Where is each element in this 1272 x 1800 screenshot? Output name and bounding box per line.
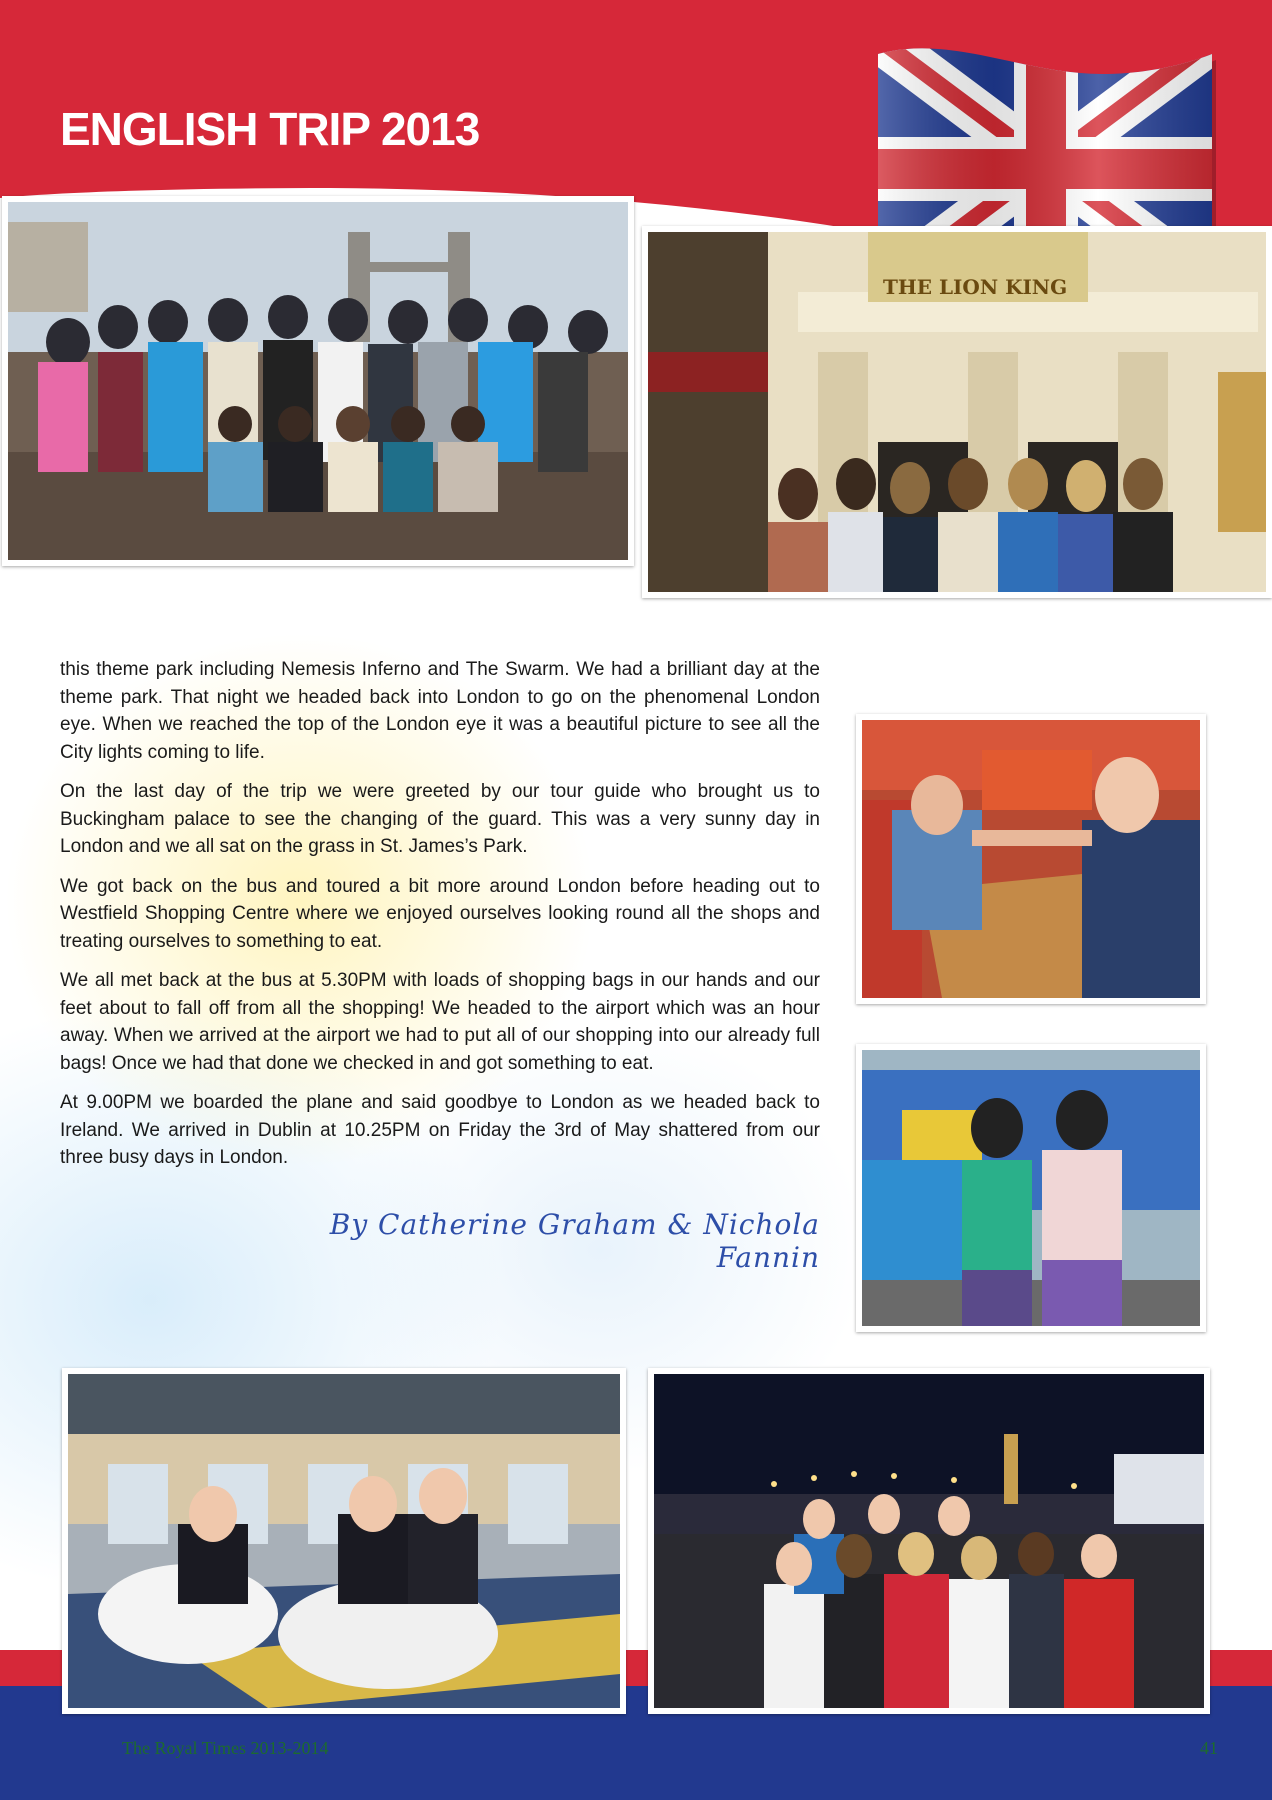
- page-title: ENGLISH TRIP 2013: [60, 103, 480, 155]
- article-paragraph-3: We got back on the bus and toured a bit more around London before heading out to Westfield Shopping Centre where we enjoyed ourselves looking round all the shops and treating ourselves to something to eat.: [60, 875, 820, 952]
- photo-arm-wrestling: [856, 714, 1206, 1004]
- footer-publication: The Royal Times 2013-2014: [122, 1738, 329, 1758]
- footer-page-number: 41: [1200, 1738, 1218, 1758]
- lion-king-sign: THE LION KING: [883, 275, 1068, 299]
- article-paragraph-5: At 9.00PM we boarded the plane and said goodbye to London as we headed back to Ireland. We arrived in Dublin at 10.25PM on Friday the 3rd of May shattered from our three busy days in London.: [60, 1092, 820, 1168]
- photo-night-london: [648, 1368, 1210, 1714]
- article-paragraph-1: this theme park including Nemesis Inferno and The Swarm. We had a brilliant day at the theme park. That night we headed back into London to go on the phenomenal London eye. When we reached the top of the London eye it was a beautiful picture to see all the City lights coming to life.: [60, 659, 820, 763]
- article-body: [60, 656, 820, 1184]
- photo-group-tower-bridge: [2, 196, 634, 566]
- photo-battle-zone: [856, 1044, 1206, 1332]
- article-byline: By Catherine Graham & Nichola Fannin: [329, 1208, 820, 1274]
- article-paragraph-4: We all met back at the bus at 5.30PM with loads of shopping bags in our hands and our feet about to fall off from all the shopping! We headed to the airport which was an hour away. When we arrived at the airport we had to put all of our shopping into our already full bags! Once we had that done we checked in and got something to eat.: [60, 970, 820, 1074]
- article-paragraph-2: On the last day of the trip we were greeted by our tour guide who brought us to Buckingham palace to see the changing of the guard. This was a very sunny day in London and we all sat on the grass in St. James’s Park.: [60, 781, 820, 857]
- photo-lion-king-theatre: [642, 226, 1272, 598]
- photo-teacup-ride: [62, 1368, 626, 1714]
